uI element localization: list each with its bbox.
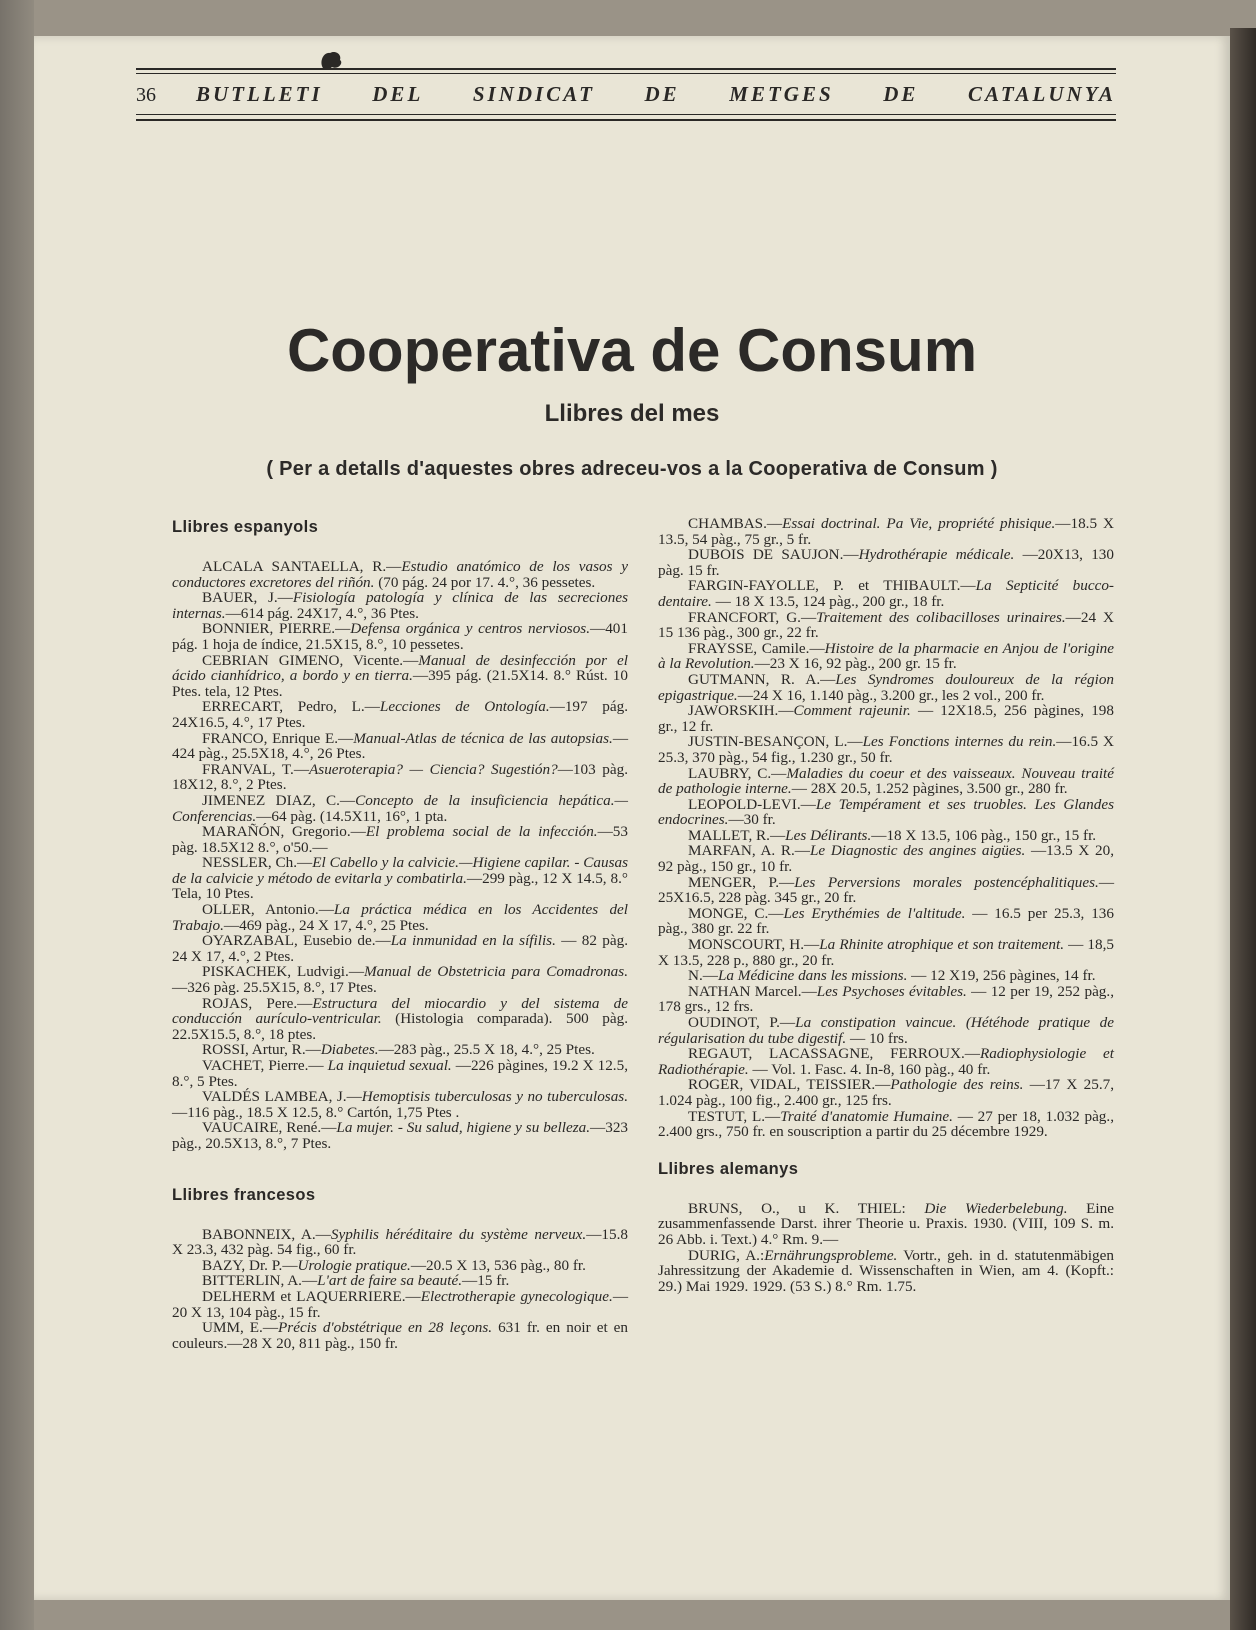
journal-word: DE (644, 82, 680, 106)
book-details: — 18 X 13.5, 124 pàg., 200 gr., 18 fr. (711, 592, 945, 610)
book-title: Estudio anatómico de los vasos y conductores excretores del riñón. (172, 558, 628, 591)
book-title: Manual-Atlas de técnica de las autopsias. (353, 729, 613, 747)
book-author: LEOPOLD-LEVI.— (688, 795, 816, 813)
book-details: —24 X 15 136 pàg., 300 gr., 22 fr. (658, 608, 1114, 642)
book-entry (172, 1227, 628, 1258)
section-heading-german: Llibres alemanys (658, 1159, 799, 1178)
book-details: —64 pàg. (14.5X11, 16°, 1 pta. (256, 807, 448, 825)
book-author: DELHERM et LAQUERRIERE.— (202, 1287, 421, 1305)
book-author: LAUBRY, C.— (688, 764, 787, 782)
book-title: Concepto de la insuficiencia hepática.—Conferencias. (172, 791, 629, 825)
header-rule-top (136, 68, 1116, 70)
book-title: Pathologie des reins. (890, 1076, 1024, 1094)
book-entry (172, 1289, 628, 1320)
book-entry (658, 828, 1114, 844)
french-book-list (172, 1227, 628, 1352)
book-author: ALCALA SANTAELLA, R.— (202, 558, 402, 575)
book-entry (172, 1320, 628, 1351)
book-details: (Histologia comparada). 500 pàg. 22.5X15.5, 8.°, 18 ptes. (172, 1010, 628, 1043)
book-title: La práctica médica en los Accidentes del Trabajo. (172, 901, 628, 934)
book-entry (658, 1077, 1114, 1108)
book-author: PISKACHEK, Ludvigi.— (202, 963, 365, 981)
book-author: BRUNS, O., u K. THIEL: (688, 1199, 925, 1217)
book-author: BAZY, Dr. P.— (202, 1256, 298, 1274)
book-entry (658, 984, 1114, 1015)
journal-word: SINDICAT (472, 82, 595, 106)
header-rule-top-thin (136, 73, 1116, 74)
book-binding (0, 0, 34, 1630)
book-title: Radiophysiologie et Radiothérapie. (658, 1045, 1114, 1078)
left-column (172, 518, 628, 1351)
book-details: —401 pág. 1 hoja de índice, 21.5X15, 8.°, 10 pessetes. (172, 620, 628, 653)
book-details: — 12 X19, 256 pàgines, 14 fr. (907, 967, 1096, 985)
book-author: BONNIER, PIERRE.— (202, 620, 351, 638)
book-details: — 82 pàg. 24 X 17, 4.°, 2 Ptes. (172, 932, 629, 965)
book-author: MENGER, P.— (688, 873, 795, 891)
book-entry (172, 559, 628, 590)
book-entry (172, 762, 628, 793)
book-title: La mujer. - Su salud, higiene y su belleza. (336, 1119, 591, 1137)
book-entry (658, 578, 1114, 609)
book-title: El problema social de la infección. (365, 823, 598, 841)
book-author: FRANCFORT, G.— (688, 608, 817, 626)
book-details: — 16.5 per 25.3, 136 pàg., 380 gr. 22 fr. (658, 904, 1114, 938)
book-entry (658, 734, 1114, 765)
book-details: — 12 per 19, 252 pàg., 178 grs., 12 frs. (658, 982, 1114, 1016)
book-entry (658, 1046, 1114, 1077)
book-author: CEBRIAN GIMENO, Vicente.— (202, 651, 419, 669)
journal-word: DEL (372, 82, 424, 106)
book-author: MARFAN, A. R.— (688, 842, 810, 860)
book-details: — 12X18.5, 256 pàgines, 198 gr., 12 fr. (658, 702, 1114, 735)
book-details: —283 pàg., 25.5 X 18, 4.°, 25 Ptes. (378, 1041, 595, 1059)
book-entry (172, 1273, 628, 1289)
book-title: La inquietud sexual. (327, 1057, 452, 1074)
book-author: TESTUT, L.— (688, 1107, 781, 1125)
book-title: Hydrothérapie médicale. (858, 546, 1015, 564)
book-title: Asueroterapia? — Ciencia? Sugestión? (309, 760, 558, 778)
book-entry (172, 653, 628, 700)
book-author: CHAMBAS.— (688, 515, 783, 532)
book-title: Lecciones de Ontología. (379, 698, 550, 716)
book-title: Essai doctrinal. Pa Vie, propriété phisique. (782, 515, 1056, 532)
book-author: DURIG, A.: (688, 1246, 765, 1264)
book-author: BAUER, J.— (202, 589, 293, 607)
section-heading-spanish: Llibres espanyols (172, 518, 319, 536)
book-details: 631 fr. en noir et en couleurs.—28 X 20, 811 pàg., 150 fr. (172, 1319, 628, 1352)
book-details: — 18,5 X 13.5, 228 p., 880 gr., 20 fr. (658, 936, 1114, 969)
book-details: Eine zusammenfassende Darst. ihrer Theorie u. Praxis. 1930. (VIII, 109 S. m. 26 Abb. i. Text.) 4.° Rm. 9.— (658, 1199, 1114, 1248)
book-author: VAUCAIRE, René.— (202, 1119, 337, 1137)
subtitle: Llibres del mes (544, 400, 720, 427)
book-author: BITTERLIN, A.— (202, 1272, 318, 1290)
book-entry (172, 621, 628, 652)
book-details: —323 pàg., 20.5X13, 8.°, 7 Ptes. (172, 1119, 628, 1152)
book-entry (172, 933, 628, 964)
book-entry (658, 703, 1114, 734)
right-column (658, 516, 1114, 1294)
book-title: Les Délirants. (785, 826, 872, 844)
book-entry (658, 610, 1114, 641)
book-title: Syphilis héréditaire du système nerveux. (330, 1225, 587, 1243)
book-title: El Cabello y la calvicie.—Higiene capilar. - Causas de la calvicie y método de evitarla y combatirla. (172, 854, 629, 887)
book-entry (658, 672, 1114, 703)
book-details: —103 pàg. 18X12, 8.°, 2 Ptes. (172, 760, 629, 794)
book-author: VACHET, Pierre.— (202, 1057, 328, 1074)
book-title: Traité d'anatomie Humaine. (780, 1107, 953, 1125)
book-entry (172, 902, 628, 933)
german-book-list (658, 1201, 1114, 1295)
book-details: —20X13, 130 pàg. 15 fr. (658, 546, 1114, 579)
book-details: —15.8 X 23.3, 432 pàg. 54 fig., 60 fr. (172, 1225, 628, 1259)
book-entry (172, 855, 628, 902)
book-details: —30 fr. (728, 811, 776, 829)
book-entry (172, 1058, 628, 1089)
book-details: —20.5 X 13, 536 pàg., 80 fr. (410, 1256, 586, 1274)
book-entry (172, 699, 628, 730)
book-details: (70 pág. 24 por 17. 4.°, 36 pessetes. (374, 573, 596, 591)
book-details: —53 pàg. 18.5X12 8.°, o'50.— (172, 823, 628, 856)
book-details: —24 X 16, 1.140 pàg., 3.200 gr., les 2 vol., 200 fr. (737, 686, 1045, 704)
book-author: OUDINOT, P.— (688, 1014, 796, 1031)
book-entry (172, 1089, 628, 1120)
book-entry (172, 824, 628, 855)
book-author: OLLER, Antonio.— (202, 901, 334, 919)
section-heading-french: Llibres francesos (172, 1185, 316, 1204)
book-details: Vortr., geh. in d. statutenmäbigen Jahressitzung der Akademie d. Wissenschaften in Wien, am 4. (Kopft.: 29.) Mai 1929. 1929. (53 S.) 8.° Rm. 1.75. (658, 1246, 1114, 1295)
book-title: L'art de faire sa beauté. (317, 1272, 463, 1290)
book-title: Le Tempérament et ses truobles. Les Glandes endocrines. (658, 795, 1114, 829)
book-details: —25X16.5, 228 pàg. 345 gr., 20 fr. (658, 873, 1114, 907)
book-author: FRAYSSE, Camile.— (688, 639, 825, 657)
book-author: N.— (688, 967, 718, 985)
book-author: FRANVAL, T.— (202, 760, 310, 778)
book-entry (172, 731, 628, 762)
book-details: — Vol. 1. Fasc. 4. In-8, 160 pàg., 40 fr. (748, 1060, 991, 1078)
book-entry (658, 843, 1114, 874)
book-entry (658, 968, 1114, 984)
book-title: Ernährungsprobleme. (764, 1246, 898, 1264)
header-rule-bottom-thin (136, 114, 1116, 115)
page-edge (1230, 28, 1256, 1630)
book-entry (172, 1120, 628, 1151)
book-title: Précis d'obstétrique en 28 leçons. (278, 1319, 493, 1337)
book-author: VALDÉS LAMBEA, J.— (202, 1088, 362, 1106)
journal-word: BUTLLETI (196, 82, 323, 106)
book-title: Maladies du coeur et des vaisseaux. Nouveau traité de pathologie interne. (658, 764, 1114, 798)
book-details: —614 pág. 24X17, 4.°, 36 Ptes. (225, 604, 419, 622)
book-author: FARGIN-FAYOLLE, P. et THIBAULT.— (688, 577, 976, 595)
book-details: —18 X 13.5, 106 pàg., 150 gr., 15 fr. (871, 826, 1097, 844)
book-title: Urologie pratique. (297, 1256, 411, 1274)
book-author: FRANCO, Enrique E.— (202, 729, 354, 747)
journal-word: METGES (729, 82, 834, 106)
book-details: —15 fr. (462, 1272, 510, 1290)
book-author: DUBOIS DE SAUJON.— (688, 546, 859, 564)
contact-note: ( Per a detalls d'aquestes obres adreceu-vos a la Cooperativa de Consum ) (266, 458, 998, 480)
book-entry (658, 906, 1114, 937)
journal-word: DE (883, 82, 919, 106)
book-entry (658, 766, 1114, 797)
book-title: Les Fonctions internes du rein. (862, 733, 1057, 751)
book-entry (658, 1109, 1114, 1140)
book-entry (172, 996, 628, 1043)
book-entry (658, 875, 1114, 906)
book-title: La Médicine dans les missions. (717, 967, 908, 985)
book-details: —17 X 25.7, 1.024 pàg., 100 fig., 2.400 gr., 125 frs. (658, 1076, 1115, 1109)
book-entry (658, 797, 1114, 828)
book-entry (172, 590, 628, 621)
book-title: Les Perversions morales postencéphalitiques. (794, 873, 1099, 891)
journal-word: CATALUNYA (968, 82, 1116, 106)
book-title: Defensa orgánica y centros nerviosos. (350, 620, 591, 638)
book-author: NATHAN Marcel.— (688, 982, 817, 1000)
book-title: La Septicité bucco-dentaire. (658, 577, 1114, 610)
page-number: 36 (136, 84, 156, 106)
book-details: —18.5 X 13.5, 54 pàg., 75 gr., 5 fr. (658, 515, 1114, 548)
french-book-list-continued (658, 516, 1114, 1140)
book-entry (172, 964, 628, 995)
book-author: JAWORSKIH.— (688, 702, 794, 720)
book-title: Fisiología patología y clínica de las secreciones internas. (172, 589, 628, 622)
book-entry (172, 1258, 628, 1274)
book-entry (658, 1015, 1114, 1046)
book-author: JIMENEZ DIAZ, C.— (202, 791, 356, 809)
book-author: UMM, E.— (202, 1319, 279, 1337)
book-details: —326 pàg. 25.5X15, 8.°, 17 Ptes. (172, 979, 377, 997)
book-entry (172, 1042, 628, 1058)
book-title: Estructura del miocardio y del sistema de conducción aurículo-ventricular. (172, 994, 628, 1028)
book-author: MARAÑÓN, Gregorio.— (202, 823, 366, 841)
main-title: Cooperativa de Consum (286, 317, 978, 384)
book-entry (658, 547, 1114, 578)
book-details: —424 pàg., 25.5X18, 4.°, 26 Ptes. (172, 729, 628, 763)
book-title: Manual de desinfección por el ácido cianhídrico, a bordo y en tierra. (172, 651, 628, 685)
book-title: Manual de Obstetricia para Comadronas. (364, 963, 628, 981)
book-author: REGAUT, LACASSAGNE, FERROUX.— (688, 1045, 980, 1063)
book-title: Die Wiederbelebung. (924, 1199, 1068, 1217)
book-author: JUSTIN-BESANÇON, L.— (688, 733, 863, 751)
book-details: —116 pàg., 18.5 X 12.5, 8.° Cartón, 1,75 Ptes . (172, 1103, 460, 1121)
book-title: Hemoptisis tuberculosas y no tuberculosas. (361, 1088, 628, 1106)
book-details: —20 X 13, 104 pàg., 15 fr. (172, 1287, 628, 1321)
book-author: MONSCOURT, H.— (688, 936, 820, 954)
book-author: MALLET, R.— (688, 826, 786, 844)
book-title: Traitement des colibacilloses urinaires. (816, 608, 1066, 626)
book-title: La constipation vaincue. (Hétéhode pratique de régularisation du tube digestif. (658, 1014, 1114, 1047)
book-author: BABONNEIX, A.— (202, 1225, 331, 1243)
book-title: Diabetes. (320, 1041, 379, 1059)
book-details: — 10 frs. (846, 1029, 908, 1047)
book-author: GUTMANN, R. A.— (688, 670, 836, 688)
book-author: ROSSI, Artur, R.— (202, 1041, 321, 1059)
book-entry (658, 1201, 1114, 1248)
book-author: MONGE, C.— (688, 904, 784, 922)
spanish-book-list (172, 559, 628, 1152)
book-author: OYARZABAL, Eusebio de.— (202, 932, 391, 950)
book-title: Electrotherapie gynecologique. (420, 1287, 613, 1305)
book-details: — 27 per 18, 1.032 pàg., 2.400 grs., 750 fr. en souscription a partir du 25 décembre 1929. (658, 1107, 1114, 1141)
book-title: Les Psychoses évitables. (816, 982, 967, 1000)
book-details: —469 pàg., 24 X 17, 4.°, 25 Ptes. (223, 916, 429, 934)
book-author: ERRECART, Pedro, L.— (202, 698, 380, 716)
book-details: —13.5 X 20, 92 pàg., 150 gr., 10 fr. (658, 842, 1114, 876)
book-entry (658, 641, 1114, 672)
book-author: ROJAS, Pere.— (202, 994, 313, 1012)
book-details: —197 pág. 24X16.5, 4.°, 17 Ptes. (172, 698, 628, 731)
book-title: Les Syndromes douloureux de la région epigastrique. (658, 670, 1115, 704)
book-details: —23 X 16, 92 pàg., 200 gr. 15 fr. (754, 655, 957, 673)
book-title: Le Diagnostic des angines aigües. (809, 842, 1026, 860)
book-details: —395 pág. (21.5X14. 8.° Rúst. 10 Ptes. tela, 12 Ptes. (172, 667, 628, 700)
book-title: Les Erythémies de l'altitude. (783, 904, 966, 922)
book-entry (172, 793, 628, 824)
book-details: —16.5 X 25.3, 370 pàg., 54 fig., 1.230 gr., 50 fr. (658, 733, 1114, 766)
book-entry (658, 937, 1114, 968)
book-title: La inmunidad en la sífilis. (390, 932, 556, 950)
book-entry (658, 1248, 1114, 1295)
header-rule-bottom (136, 119, 1116, 121)
book-entry (658, 516, 1114, 547)
book-title: Histoire de la pharmacie en Anjou de l'origine à la Revolution. (658, 639, 1114, 673)
book-title: Comment rajeunir. (793, 702, 911, 720)
book-author: NESSLER, Ch.— (202, 854, 313, 872)
book-details: — 28X 20.5, 1.252 pàgines, 3.500 gr., 280 fr. (791, 780, 1068, 798)
book-title: La Rhinite atrophique et son traitement. (819, 936, 1065, 954)
book-details: —226 pàgines, 19.2 X 12.5, 8.°, 5 Ptes. (172, 1057, 628, 1090)
book-author: ROGER, VIDAL, TEISSIER.— (688, 1076, 891, 1094)
journal-title (196, 82, 1116, 107)
book-details: —299 pàg., 12 X 14.5, 8.° Tela, 10 Ptes. (172, 869, 628, 903)
